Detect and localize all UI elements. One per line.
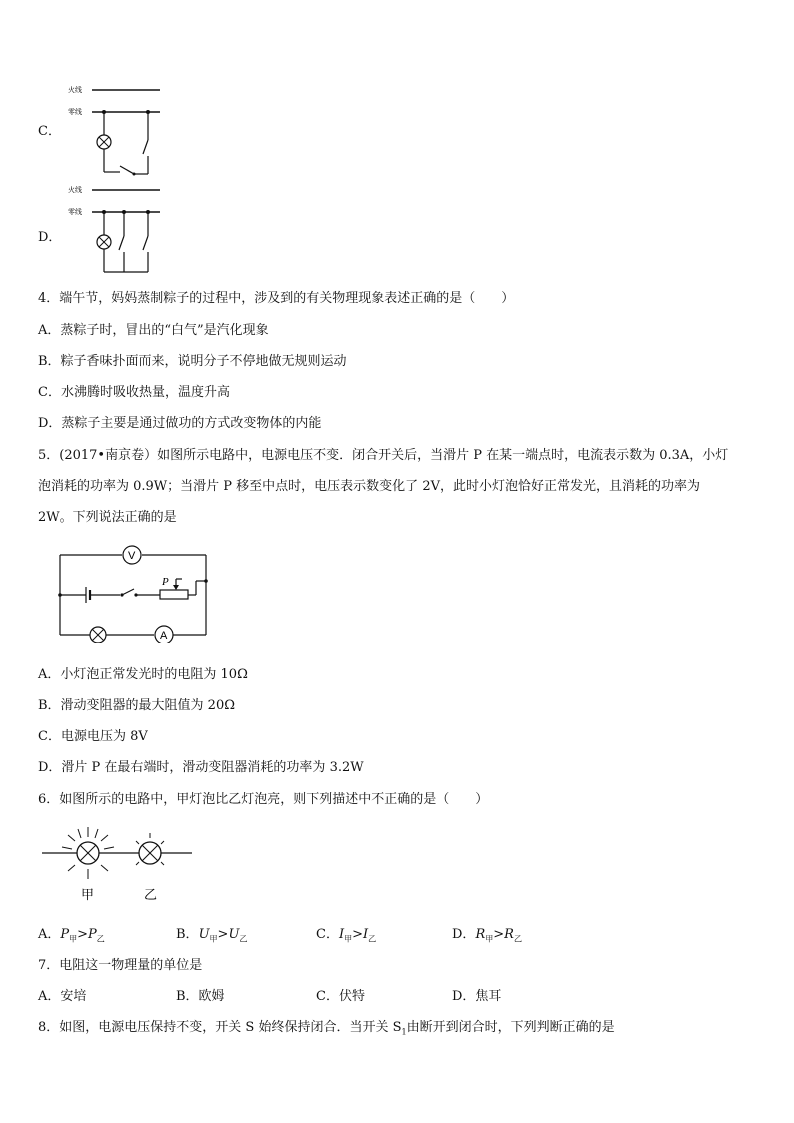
q6-option-a: A．$P_甲>P_乙$ [38, 927, 105, 944]
q5-stem-line3: 2W。下列说法正确的是 [38, 510, 177, 525]
q3-option-d-diagram [62, 180, 172, 280]
q6-option-b: B．$U_甲>U_乙$ [176, 927, 248, 944]
ammeter-label: A [160, 630, 168, 642]
q4-stem: 4．端午节，妈妈蒸制粽子的过程中，涉及到的有关物理现象表述正确的是（ ） [38, 291, 515, 306]
q7-stem: 7．电阻这一物理量的单位是 [38, 958, 203, 973]
q7-option-b: B．欧姆 [176, 989, 225, 1004]
q4-option-c: C．水沸腾时吸收热量，温度升高 [38, 385, 230, 400]
live-wire-label: 火线 [68, 86, 82, 94]
q8-stem: 8．如图，电源电压保持不变，开关 S 始终保持闭合．当开关 $S_1$由断开到闭合时，下列判断正确的是 [38, 1020, 615, 1037]
q5-option-d: D．滑片 P 在最右端时，滑动变阻器消耗的功率为 3.2W [38, 760, 364, 775]
neutral-wire-label: 零线 [68, 108, 82, 116]
q6-stem: 6．如图所示的电路中，甲灯泡比乙灯泡亮，则下列描述中不正确的是（ ） [38, 792, 489, 807]
q3-option-c-label: C． [38, 124, 61, 139]
voltmeter-label: V [128, 550, 136, 562]
q4-option-b: B．粽子香味扑面而来，说明分子不停地做无规则运动 [38, 354, 347, 369]
neutral-wire-label-d: 零线 [68, 208, 82, 216]
q7-option-c: C．伏特 [316, 989, 365, 1004]
q3-option-c-diagram [62, 80, 172, 180]
q4-option-a: A．蒸粽子时，冒出的“白气”是汽化现象 [38, 323, 269, 338]
q4-option-d: D．蒸粽子主要是通过做功的方式改变物体的内能 [38, 416, 322, 431]
q6-option-d: D．$R_甲>R_乙$ [452, 927, 522, 944]
live-wire-label-d: 火线 [68, 186, 82, 194]
q5-circuit-diagram [52, 543, 222, 643]
q5-option-b: B．滑动变阻器的最大阻值为 20Ω [38, 698, 236, 713]
q5-option-c: C．电源电压为 8V [38, 729, 148, 744]
q5-option-a: A．小灯泡正常发光时的电阻为 10Ω [38, 667, 248, 682]
lamp-jia-label: 甲 [81, 888, 95, 903]
q6-lamps-diagram [40, 825, 210, 905]
q5-stem-line1: 5．(2017•南京卷）如图所示电路中，电源电压不变．闭合开关后，当滑片 P 在某一端点时，电流表示数为 0.3A，小灯 [38, 448, 729, 463]
q3-option-d-label: D． [38, 230, 62, 245]
q7-option-a: A．安培 [38, 989, 87, 1004]
q6-option-c: C．$I_甲>I_乙$ [316, 927, 377, 944]
rheostat-icon [160, 590, 188, 599]
q7-option-d: D．焦耳 [452, 989, 502, 1004]
slider-p-label: P [162, 576, 169, 588]
q5-stem-line2: 泡消耗的功率为 0.9W；当滑片 P 移至中点时，电压表示数变化了 2V，此时小灯泡恰好正常发光，且消耗的功率为 [38, 479, 700, 494]
lamp-yi-label: 乙 [144, 888, 158, 903]
